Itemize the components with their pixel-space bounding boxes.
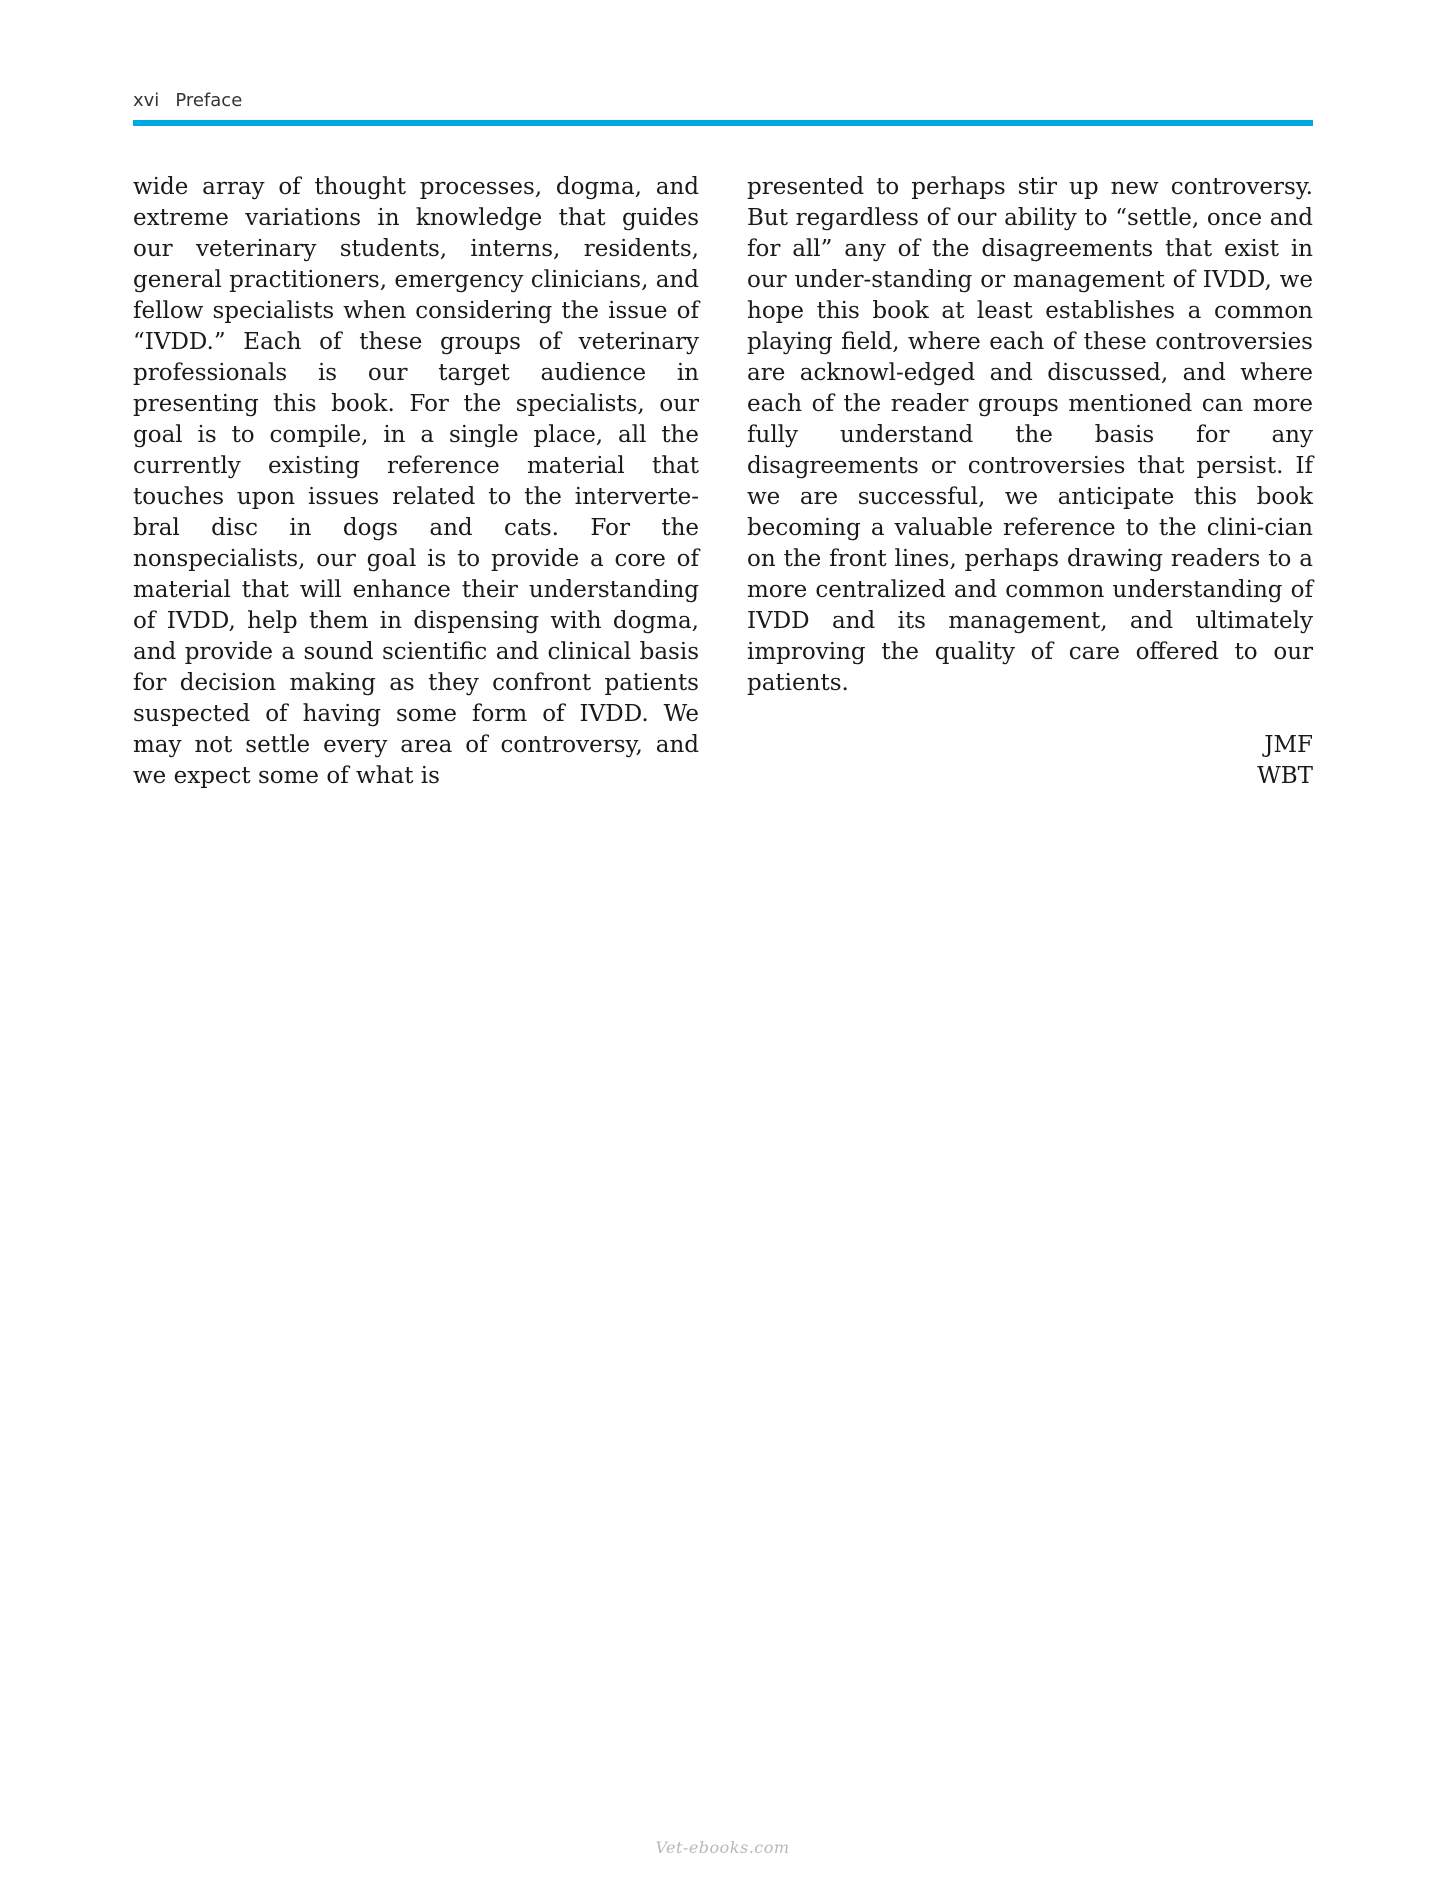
page-number: xvi — [133, 90, 160, 111]
section-title: Preface — [175, 90, 243, 111]
text-column-right — [747, 172, 1313, 792]
paragraph-right: presented to perhaps stir up new controversy. But regardless of our ability to “settle, once and for all” any of the disagreements that exist in our under-standing or management of IVDD, we hope this book at least establishes a common playing field, where each of these controversies are acknowl-edged and discussed, and where each of the reader groups mentioned can more fully understand the basis for any disagreements or controversies that persist. If we are successful, we anticipate this book becoming a valuable reference to the clini-cian on the front lines, perhaps drawing readers to a more centralized and common understanding of IVDD and its management, and ultimately improving the quality of care offered to our patients. — [747, 174, 1313, 696]
header-rule — [133, 120, 1313, 126]
text-column-left — [133, 172, 699, 792]
signature-initials: JMF — [1264, 732, 1313, 758]
running-header — [133, 90, 242, 111]
signature-initials: WBT — [1257, 763, 1313, 789]
watermark: Vet-ebooks.com — [655, 1838, 790, 1857]
signatures — [747, 730, 1313, 792]
paragraph-left: wide array of thought processes, dogma, and extreme variations in knowledge that guides our veterinary students, interns, residents, general practitioners, emergency clinicians, and fellow specialists when considering the issue of “IVDD.” Each of these groups of veterinary professionals is our target audience in presenting this book. For the specialists, our goal is to compile, in a single place, all the currently existing reference material that touches upon issues related to the interverte-bral disc in dogs and cats. For the nonspecialists, our goal is to provide a core of material that will enhance their understanding of IVDD, help them in dispensing with dogma, and provide a sound scientific and clinical basis for decision making as they confront patients suspected of having some form of IVDD. We may not settle every area of controversy, and we expect some of what is — [133, 174, 699, 789]
